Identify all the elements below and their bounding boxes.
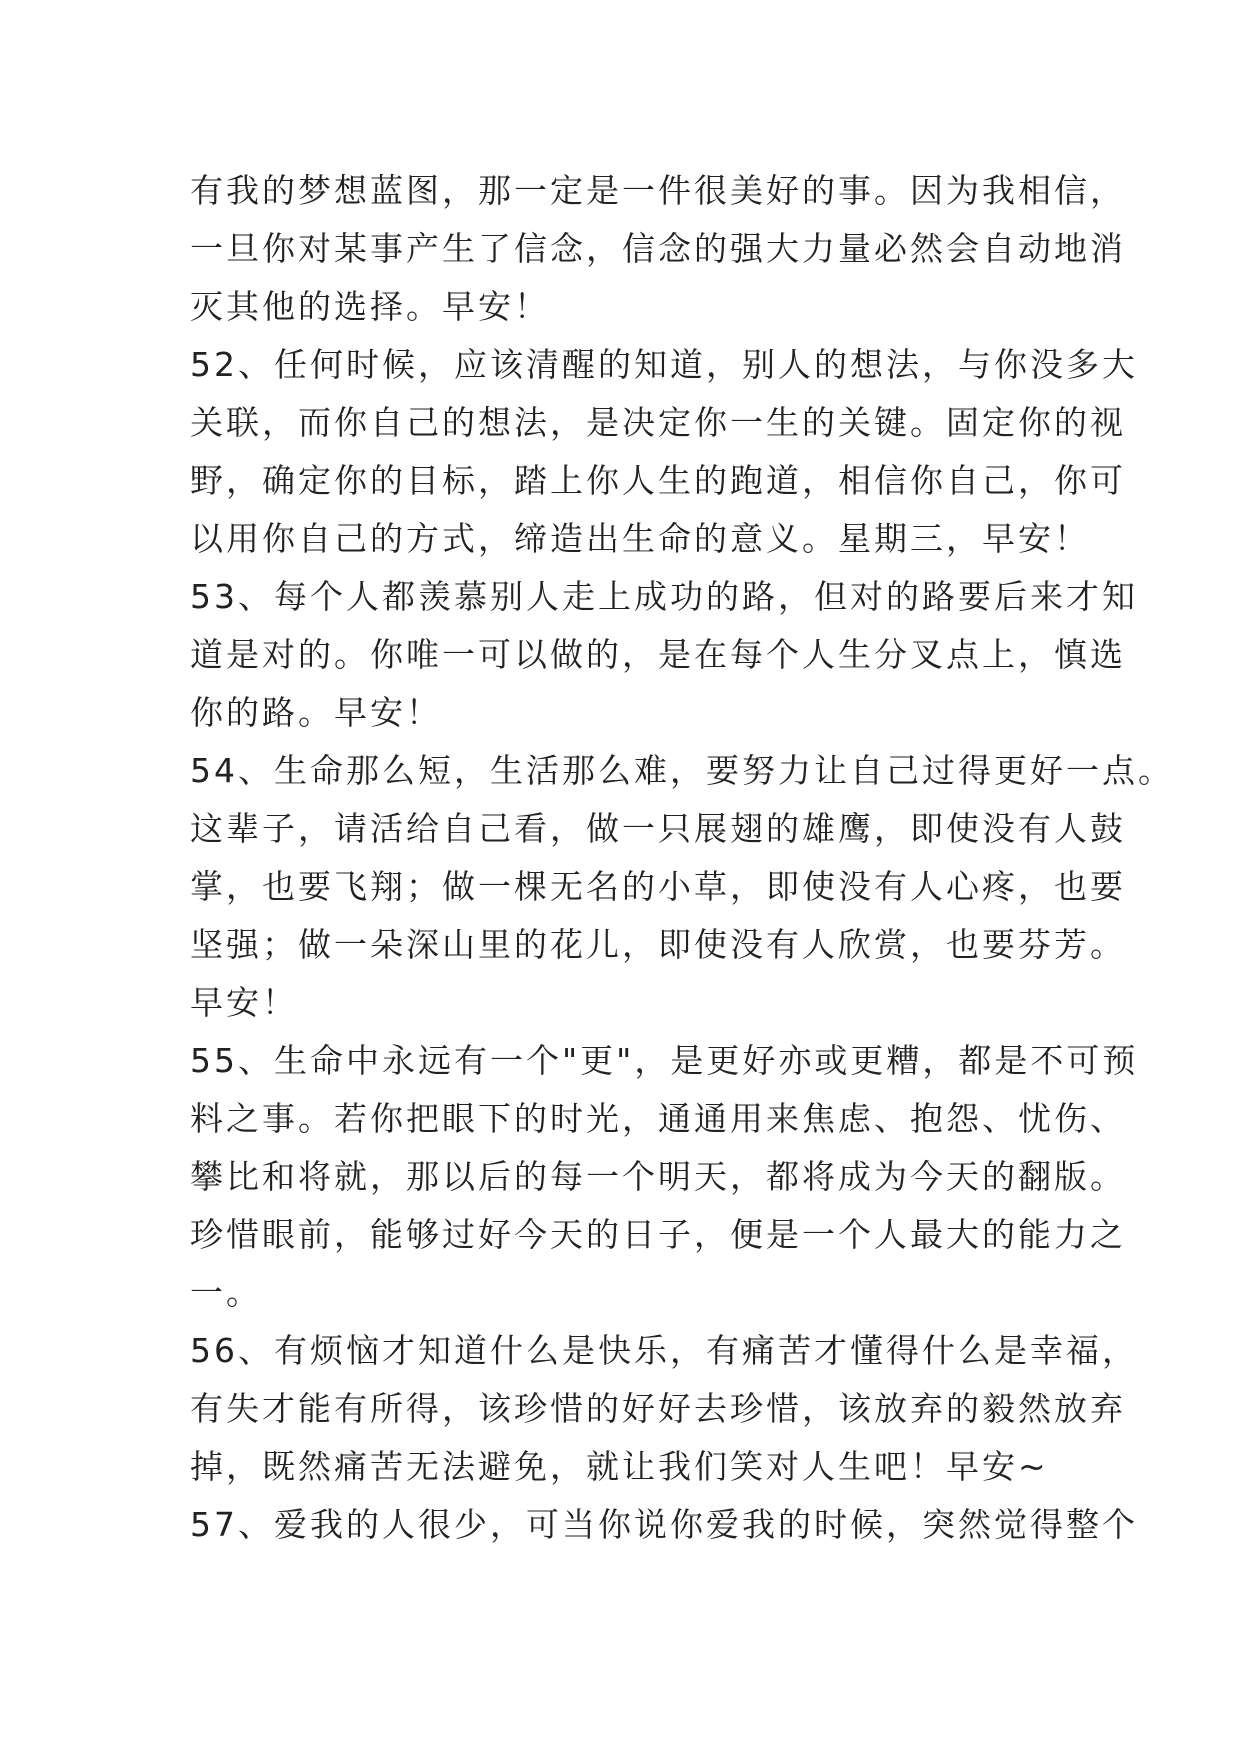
text-line: 掉，既然痛苦无法避免，就让我们笑对人生吧！早安~ [190,1447,1049,1486]
text-line: 灭其他的选择。早安！ [190,287,550,326]
text-line: 55、生命中永远有一个"更"，是更好亦或更糟，都是不可预 [190,1041,1139,1080]
text-line: 掌，也要飞翔；做一棵无名的小草，即使没有人心疼，也要 [190,867,1126,906]
text-line: 攀比和将就，那以后的每一个明天，都将成为今天的翻版。 [190,1157,1126,1196]
text-line: 野，确定你的目标，踏上你人生的跑道，相信你自己，你可 [190,461,1126,500]
text-line: 一旦你对某事产生了信念，信念的强大力量必然会自动地消 [190,229,1126,268]
text-line: 道是对的。你唯一可以做的，是在每个人生分叉点上，慎选 [190,635,1126,674]
text-line: 你的路。早安！ [190,693,442,732]
text-line: 有我的梦想蓝图，那一定是一件很美好的事。因为我相信， [190,171,1126,210]
text-line: 珍惜眼前，能够过好今天的日子，便是一个人最大的能力之 [190,1215,1126,1254]
text-line: 一。 [190,1273,262,1312]
document-body [190,162,1174,1554]
text-line: 早安！ [190,983,298,1022]
text-line: 有失才能有所得，该珍惜的好好去珍惜，该放弃的毅然放弃 [190,1389,1126,1428]
text-line: 53、每个人都羡慕别人走上成功的路，但对的路要后来才知 [190,577,1138,616]
text-line: 56、有烦恼才知道什么是快乐，有痛苦才懂得什么是幸福， [190,1331,1138,1370]
text-line: 这辈子，请活给自己看，做一只展翅的雄鹰，即使没有人鼓 [190,809,1126,848]
text-line: 坚强；做一朵深山里的花儿，即使没有人欣赏，也要芬芳。 [190,925,1126,964]
text-line: 关联，而你自己的想法，是决定你一生的关键。固定你的视 [190,403,1126,442]
text-line: 52、任何时候，应该清醒的知道，别人的想法，与你没多大 [190,345,1138,384]
text-line: 54、生命那么短，生活那么难，要努力让自己过得更好一点。 [190,751,1174,790]
text-line: 57、爱我的人很少，可当你说你爱我的时候，突然觉得整个 [190,1505,1138,1544]
text-line: 以用你自己的方式，缔造出生命的意义。星期三，早安！ [190,519,1090,558]
text-line: 料之事。若你把眼下的时光，通通用来焦虑、抱怨、忧伤、 [190,1099,1126,1138]
